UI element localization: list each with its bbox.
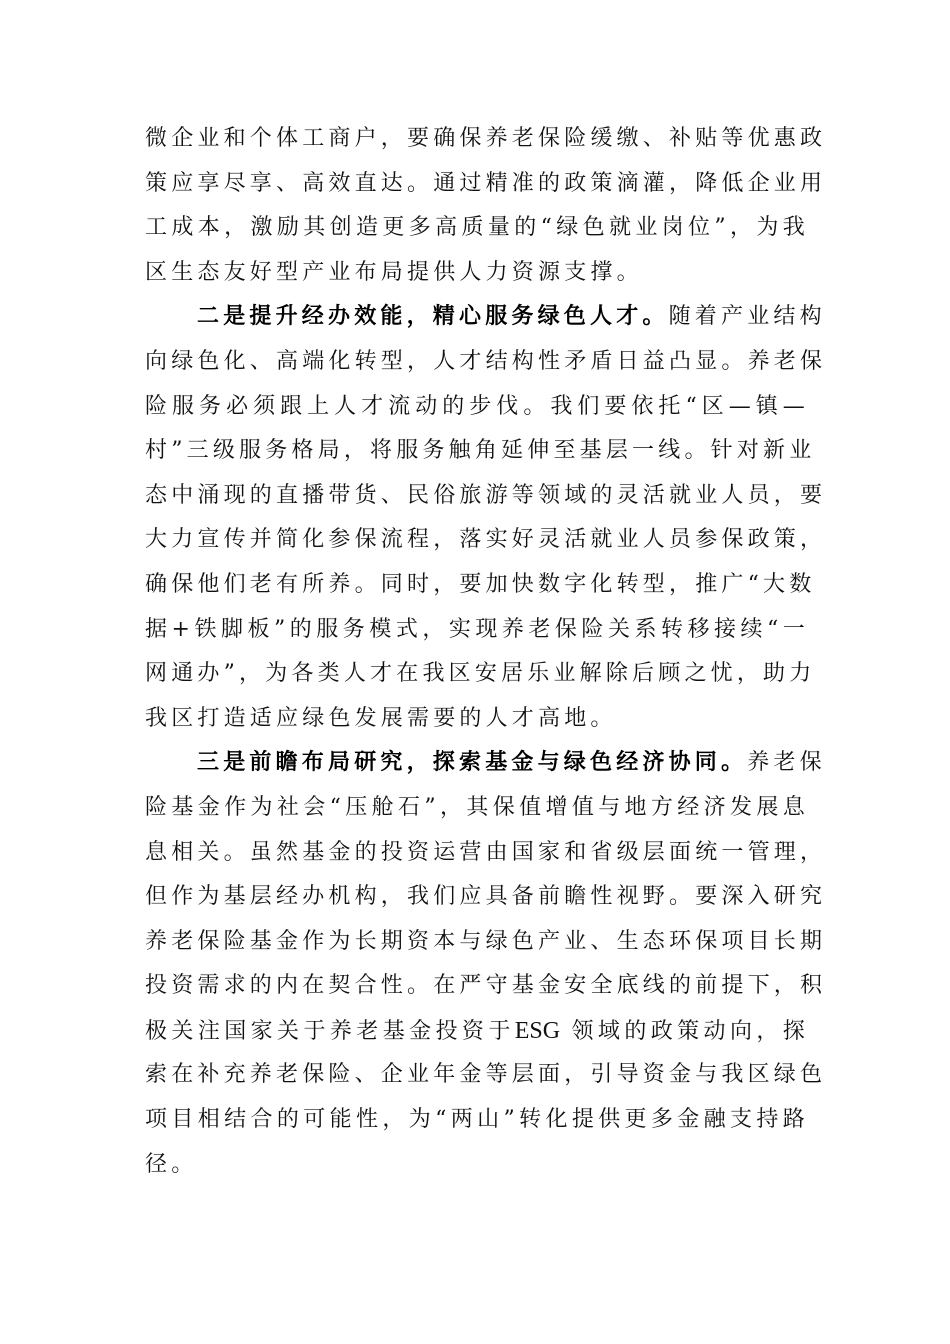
document-page [145,117,827,1187]
text-line: 息相关。虽然基金的投资运营由国家和省级层面统一管理， [145,839,827,865]
text-run: 养老保 [747,750,826,776]
text-line: 但作为基层经办机构，我们应具备前瞻性视野。要深入研究 [145,884,827,910]
text-line: 险服务必须跟上人才流动的步伐。我们要依托“区—镇— [145,393,809,419]
text-line: 养老保险基金作为长期资本与绿色产业、生态环保项目长期 [145,928,827,954]
text-line: 径。 [145,1151,198,1177]
text-line: 索在补充养老保险、企业年金等层面，引导资金与我区绿色 [145,1062,827,1088]
text-line [145,741,826,786]
paragraph-2 [145,295,827,741]
text-line [145,295,826,340]
text-line: 投资需求的内在契合性。在严守基金安全底线的前提下，积 [145,973,827,999]
text-line: 策应享尽享、高效直达。通过精准的政策滴灌，降低企业用 [145,170,827,196]
text-line: 据+铁脚板”的服务模式，实现养老保险关系转移接续“一 [145,616,809,642]
text-line: 我区打造适应绿色发展需要的人才高地。 [145,705,617,731]
text-run: 领域的政策动向，探 [571,1018,809,1044]
text-line: 微企业和个体工商户，要确保养老保险缓缴、补贴等优惠政 [145,126,827,151]
text-line: 区生态友好型产业布局提供人力资源支撑。 [145,259,643,285]
text-line: 项目相结合的可能性，为“两山”转化提供更多金融支持路 [145,1107,809,1133]
text-line: 网通办”，为各类人才在我区安居乐业解除后顾之忧，助力 [145,661,816,687]
text-run: 极关注国家关于养老基金投资于 [145,1018,515,1044]
esg-term: ESG [514,1017,561,1044]
text-line: 向绿色化、高端化转型，人才结构性矛盾日益凸显。养老保 [145,348,827,374]
paragraph-heading: 二是提升经办效能，精心服务绿色人才。 [197,304,669,330]
text-line: 态中涌现的直播带货、民俗旅游等领域的灵活就业人员，要 [145,482,827,508]
text-line: 大力宣传并简化参保流程，落实好灵活就业人员参保政策， [145,527,827,553]
paragraph-3 [145,741,827,1187]
text-line: 村”三级服务格局，将服务触角延伸至基层一线。针对新业 [145,438,816,464]
text-line: 确保他们老有所养。同时，要加快数字化转型，推广“大数 [145,571,816,597]
paragraph-heading: 三是前瞻布局研究，探索基金与绿色经济协同。 [197,750,748,776]
text-line: 险基金作为社会“压舱石”，其保值增值与地方经济发展息 [145,794,809,820]
text-line [145,1009,809,1054]
text-run: 随着产业结构 [668,304,826,330]
paragraph-1 [145,117,827,295]
text-line: 工成本，激励其创造更多高质量的“绿色就业岗位”，为我 [145,215,809,241]
